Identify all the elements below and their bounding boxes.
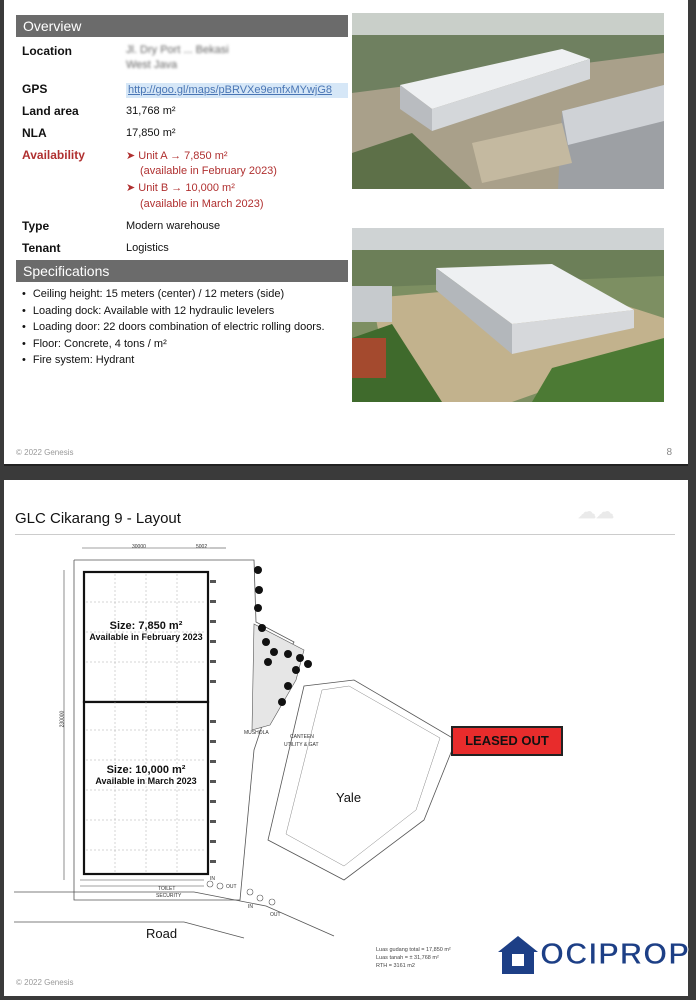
dim-top-width: 30000 <box>132 544 146 550</box>
unit-b-availability: ➤ Unit B → 10,000 m² <box>126 182 235 194</box>
gps-label: GPS <box>22 82 48 96</box>
tenant-label: Tenant <box>22 241 61 255</box>
tenant-value: Logistics <box>126 242 169 254</box>
unit-b-label <box>84 764 208 786</box>
dim-top-offset: 5002 <box>196 544 208 550</box>
area-notes <box>376 946 451 970</box>
gate-out-label-2: OUT <box>270 912 281 918</box>
spec-item: • Floor: Concrete, 4 tons / m² <box>22 336 325 353</box>
footer-copyright: © 2022 Genesis <box>16 978 74 987</box>
house-icon <box>496 932 540 976</box>
layout-title: GLC Cikarang 9 - Layout <box>15 510 181 527</box>
yale-label: Yale <box>336 790 362 805</box>
site-plan-drawing <box>4 540 688 940</box>
ociprop-logo <box>496 934 690 974</box>
notes-line: Luas gudang total = 17,850 m² <box>376 947 451 953</box>
nla-value: 17,850 m² <box>126 127 176 139</box>
warehouse-aerial-photo-1 <box>352 13 664 189</box>
land-area-label: Land area <box>22 104 79 118</box>
spec-item: • Fire system: Hydrant <box>22 352 325 369</box>
location-label: Location <box>22 44 72 58</box>
spec-item: • Loading door: 22 doors combination of electric rolling doors. <box>22 319 325 336</box>
title-divider <box>15 534 675 535</box>
dim-side-length: 230000 <box>59 710 66 728</box>
type-label: Type <box>22 219 50 233</box>
overview-header: Overview <box>16 15 348 37</box>
gate-in-label-1: IN <box>210 876 215 882</box>
canteen-label: CANTEEN <box>290 734 314 740</box>
specifications-header: Specifications <box>16 260 348 282</box>
spec-list <box>22 286 325 369</box>
unit-a-label <box>84 620 208 642</box>
road-label: Road <box>146 926 178 941</box>
availability-label: Availability <box>22 148 85 162</box>
toilet-label: TOILET <box>158 886 176 892</box>
land-area-value: 31,768 m² <box>126 105 176 117</box>
gps-link[interactable]: http://goo.gl/maps/pBRVXe9emfxMYwjG8 <box>126 83 348 98</box>
unit-a-size: Size: 7,850 m² <box>109 620 183 632</box>
unit-b-size: Size: 10,000 m² <box>106 764 186 776</box>
overview-slide <box>4 0 688 466</box>
page-number: 8 <box>666 447 672 458</box>
unit-b-note: (available in March 2023) <box>140 198 264 210</box>
unit-a-note: (available in February 2023) <box>140 165 277 177</box>
type-value: Modern warehouse <box>126 220 221 232</box>
unit-b-availability: Available in March 2023 <box>95 776 197 786</box>
warehouse-aerial-photo-2 <box>352 228 664 402</box>
location-value-line2: West Java <box>126 59 178 71</box>
nla-label: NLA <box>22 126 47 140</box>
leased-out-badge: LEASED OUT <box>451 726 563 756</box>
unit-a-availability: Available in February 2023 <box>89 632 203 642</box>
notes-line: Luas tanah = ± 31,768 m² <box>376 955 439 961</box>
security-label: SECURITY <box>156 893 182 899</box>
unit-a-availability: ➤ Unit A → 7,850 m² <box>126 150 228 162</box>
gate-in-label-2: IN <box>248 904 253 910</box>
location-value-line1: Jl. Dry Port ... Bekasi <box>126 44 229 56</box>
mushola-label: MUSHOLA <box>244 730 269 736</box>
utility-label: UTILITY & GAT <box>284 742 319 748</box>
brand-text: OCIPROP <box>540 936 690 971</box>
footer-copyright: © 2022 Genesis <box>16 448 74 457</box>
layout-slide <box>4 480 688 996</box>
notes-line: RTH = 3161 m2 <box>376 963 415 969</box>
faded-logo: ☁︎☁︎ <box>578 502 614 522</box>
spec-item: • Loading dock: Available with 12 hydraulic levelers <box>22 303 325 320</box>
gate-out-label-1: OUT <box>226 884 237 890</box>
spec-item: • Ceiling height: 15 meters (center) / 12 meters (side) <box>22 286 325 303</box>
